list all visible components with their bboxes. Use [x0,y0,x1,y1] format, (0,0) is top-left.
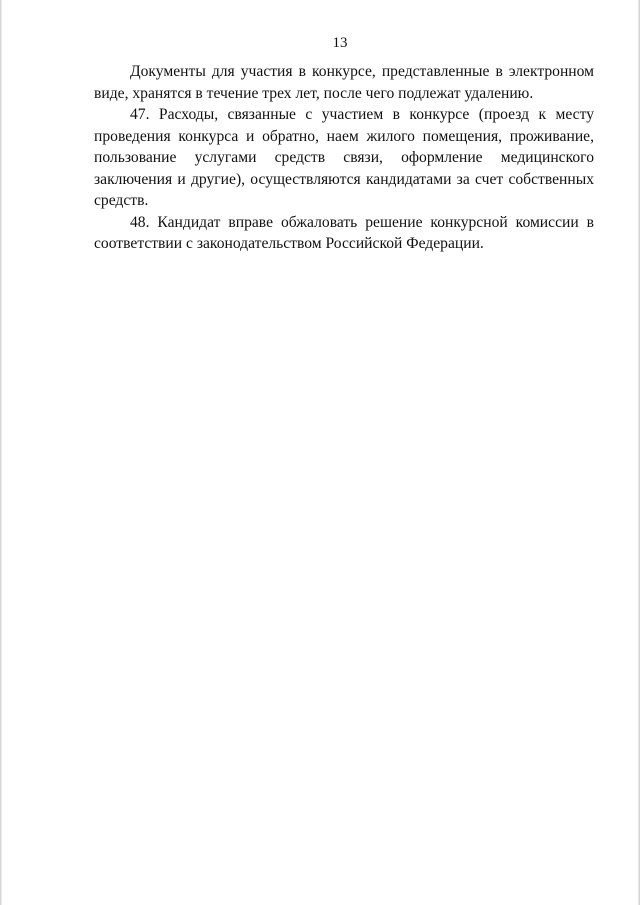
document-body [94,61,594,255]
page-number: 13 [332,35,348,51]
paragraph-documents-storage: Документы для участия в конкурсе, представленные в электронном виде, хранятся в течение трех лет, после чего подлежат удалению. [94,63,594,102]
paragraph-47-expenses: 47. Расходы, связанные с участием в конкурсе (проезд к месту проведения конкурса и обратно, наем жилого помещения, проживание, пользование услугами средств связи, оформление медицинского заключения и другие), осуществляются кандидатами за счет собственных средств. [94,106,594,209]
page-edge-left [0,0,2,905]
paragraph-48-appeal: 48. Кандидат вправе обжаловать решение конкурсной комиссии в соответствии с законодательством Российской Федерации. [94,213,594,252]
